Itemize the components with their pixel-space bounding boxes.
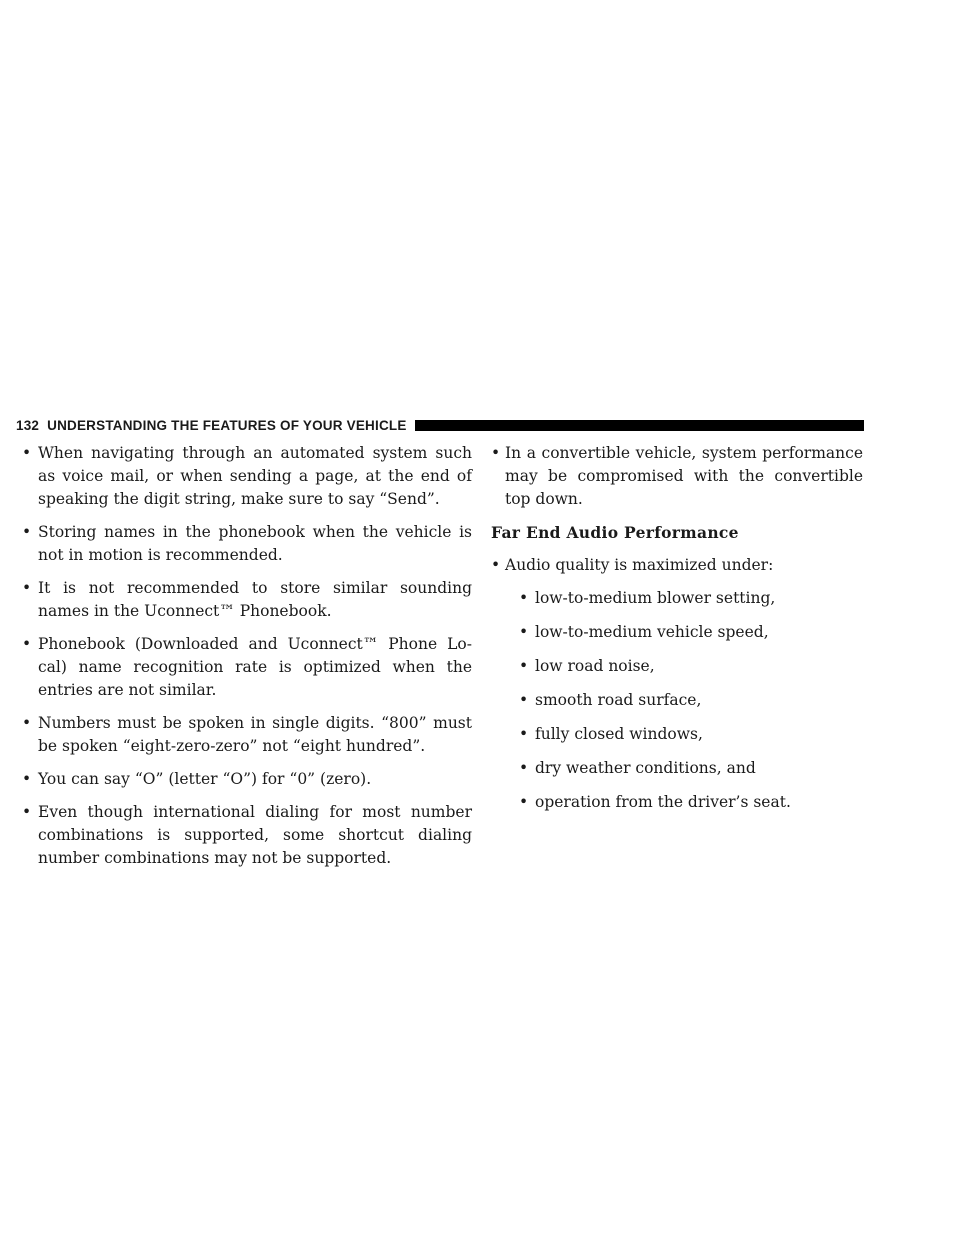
list-item: • It is not recommended to store similar sounding names in the Uconnect™ Phonebook. [22,577,472,623]
list-item: • You can say “O” (letter “O”) for “0” (zero). [22,768,472,791]
list-item [491,554,863,814]
list-item: • In a convertible vehicle, system performance may be compromised with the convertible top down. [491,442,863,511]
audio-conditions-list [505,587,863,814]
sub-list-item: • dry weather conditions, and [519,757,863,780]
section-title: UNDERSTANDING THE FEATURES OF YOUR VEHICLE [47,417,407,433]
sub-list-item: • operation from the driver’s seat. [519,791,863,814]
header-rule [415,420,864,431]
audio-list [491,554,863,814]
section-heading: Far End Audio Performance [491,523,739,542]
sub-list-item: • smooth road surface, [519,689,863,712]
convertible-list [491,442,863,511]
tips-list [22,442,472,870]
page-number: 132 [16,417,40,433]
right-column [491,442,863,825]
audio-intro-text: Audio quality is maximized under: [505,556,774,574]
list-item: • When navigating through an automated system such as voice mail, or when sending a page, at the end of speaking the digit string, make sure to say “Send”. [22,442,472,511]
sub-list-item: • low-to-medium blower setting, [519,587,863,610]
sub-list-item: • low road noise, [519,655,863,678]
list-item: • Phonebook (Downloaded and Uconnect™ Phone Lo-cal) name recognition rate is optimized when the entries are not similar. [22,633,472,702]
sub-list-item: • low-to-medium vehicle speed, [519,621,863,644]
list-item: • Storing names in the phonebook when the vehicle is not in motion is recommended. [22,521,472,567]
left-column [22,442,472,880]
list-item: • Numbers must be spoken in single digits. “800” must be spoken “eight-zero-zero” not “eight hundred”. [22,712,472,758]
list-item: • Even though international dialing for most number combinations is supported, some shortcut dialing number combinations may not be supported. [22,801,472,870]
sub-list-item: • fully closed windows, [519,723,863,746]
page-header [16,416,864,434]
